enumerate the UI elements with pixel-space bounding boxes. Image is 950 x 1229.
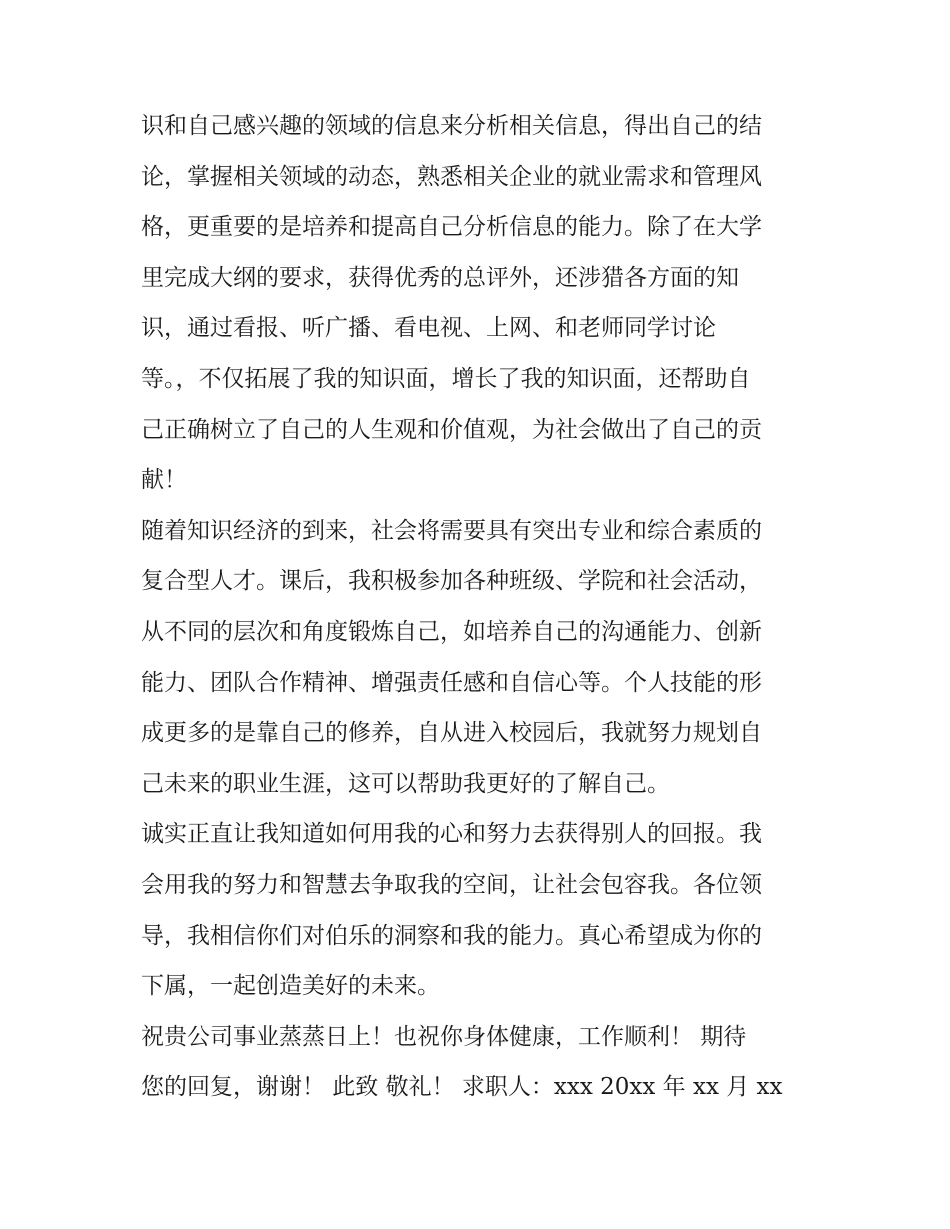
text-line: 能力、团队合作精神、增强责任感和自信心等。个人技能的形 — [141, 669, 762, 696]
signature-line: 您的回复，谢谢！ 此致 敬礼！ 求职人：xxx 20xx 年 xx 月 xx — [141, 1074, 783, 1101]
text-line: 论，掌握相关领域的动态，熟悉相关企业的就业需求和管理风 — [141, 163, 762, 190]
text-line: 己正确树立了自己的人生观和价值观，为社会做出了自己的贡 — [141, 416, 762, 443]
text-line: 从不同的层次和角度锻炼自己，如培养自己的沟通能力、创新 — [141, 618, 762, 645]
text-line: 识和自己感兴趣的领域的信息来分析相关信息，得出自己的结 — [141, 113, 762, 139]
text-line: 识，通过看报、听广播、看电视、上网、和老师同学讨论 — [141, 315, 716, 342]
text-line: 献！ — [141, 467, 187, 494]
letter-body — [141, 101, 821, 1113]
text-line: 格，更重要的是培养和提高自己分析信息的能力。除了在大学 — [141, 214, 762, 241]
text-line: 等。，不仅拓展了我的知识面，增长了我的知识面，还帮助自 — [141, 365, 751, 392]
text-line: 导，我相信你们对伯乐的洞察和我的能力。真心希望成为你的 — [141, 922, 762, 949]
text-line: 己未来的职业生涯，这可以帮助我更好的了解自己。 — [141, 770, 670, 797]
text-line: 会用我的努力和智慧去争取我的空间，让社会包容我。各位领 — [141, 871, 762, 898]
text-line: 下属，一起创造美好的未来。 — [141, 973, 440, 1000]
text-line: 诚实正直让我知道如何用我的心和努力去获得别人的回报。我 — [141, 821, 762, 848]
text-line: 随着知识经济的到来，社会将需要具有突出专业和综合素质的 — [141, 517, 762, 544]
text-line: 复合型人才。课后，我积极参加各种班级、学院和社会活动， — [141, 568, 762, 595]
text-line: 祝贵公司事业蒸蒸日上！也祝你身体健康，工作顺利！ 期待 — [141, 1023, 747, 1050]
text-line: 里完成大纲的要求，获得优秀的总评外，还涉猎各方面的知 — [141, 264, 739, 291]
text-line: 成更多的是靠自己的修养，自从进入校园后，我就努力规划自 — [141, 720, 762, 747]
